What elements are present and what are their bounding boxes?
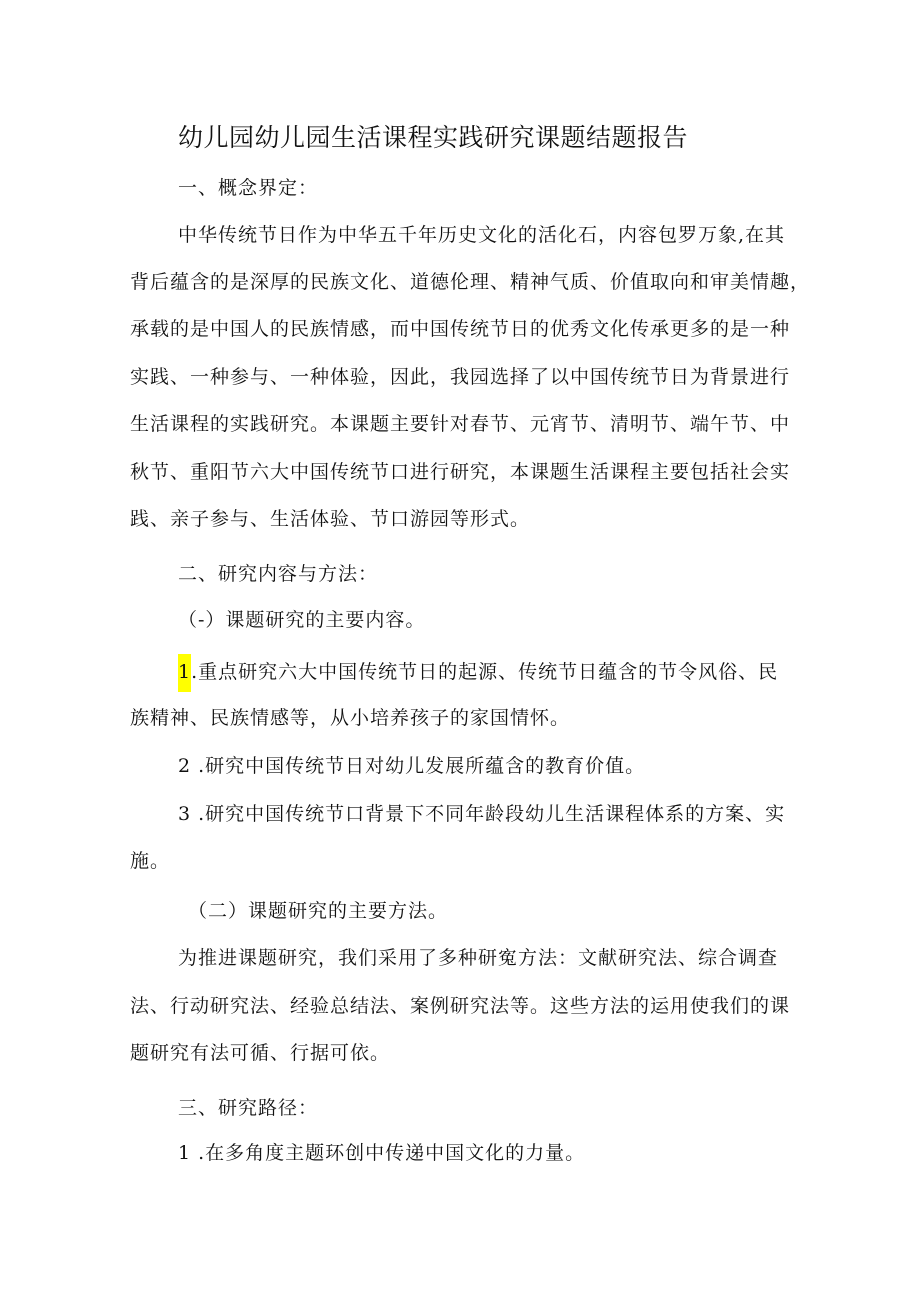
list-item-2: 2 .研究中国传统节日对幼儿发展所蕴含的教育价值。 xyxy=(178,755,646,777)
paragraph-line: 法、行动研究法、经验总结法、案例研究法等。这些方法的运用使我们的课 xyxy=(130,995,791,1017)
subsection-heading-content: （-）课题研究的主要内容。 xyxy=(178,609,426,631)
list-item-3: 3 .研究中国传统节口背景下不同年龄段幼儿生活课程体系的方案、实 xyxy=(178,803,786,825)
list-item-continuation: 施。 xyxy=(130,850,171,872)
paragraph-line: 实践、一种参与、一种体验，因此，我园选择了以中国传统节日为背景进行 xyxy=(130,366,791,388)
paragraph-line: 背后蕴含的是深厚的民族文化、道德伦理、精神气质、价值取向和审美情趣， xyxy=(130,271,811,293)
paragraph-line: 践、亲子参与、生活体验、节口游园等形式。 xyxy=(130,508,531,530)
paragraph-line: 承载的是中国人的民族情感，而中国传统节日的优秀文化传承更多的是一种 xyxy=(130,318,791,340)
paragraph-line: 题研究有法可循、行据可依。 xyxy=(130,1042,391,1064)
paragraph-line: 生活课程的实践研究。本课题主要针对春节、元宵节、清明节、端午节、中 xyxy=(130,413,791,435)
section-heading-path: 三、研究路径： xyxy=(178,1097,319,1119)
paragraph-line: 秋节、重阳节六大中国传统节口进行研究，本课题生活课程主要包括社会实 xyxy=(130,461,791,483)
list-item-1 xyxy=(178,654,848,692)
paragraph-line: 中华传统节日作为中华五千年历史文化的活化石，内容包罗万象,在其 xyxy=(178,224,786,246)
section-heading-concept: 一、概念界定： xyxy=(178,177,319,199)
list-item-1: 1 .在多角度主题环创中传递中国文化的力量。 xyxy=(178,1142,586,1164)
section-heading-content-methods: 二、研究内容与方法： xyxy=(178,563,379,585)
highlighted-number: 1 xyxy=(178,654,191,692)
document-title: 幼儿园幼儿园生活课程实践研究课题结题报告 xyxy=(178,123,689,152)
list-item-text: .重点研究六大中国传统节日的起源、传统节日蕴含的节令风俗、民 xyxy=(191,661,779,683)
subsection-heading-methods: （二）课题研究的主要方法。 xyxy=(188,900,449,922)
paragraph-line: 为推进课题研究，我们采用了多种研寃方法：文献研究法、综合调查 xyxy=(178,947,779,969)
list-item-continuation: 族精神、民族情感等，从小培养孩子的家国情怀。 xyxy=(130,707,571,729)
